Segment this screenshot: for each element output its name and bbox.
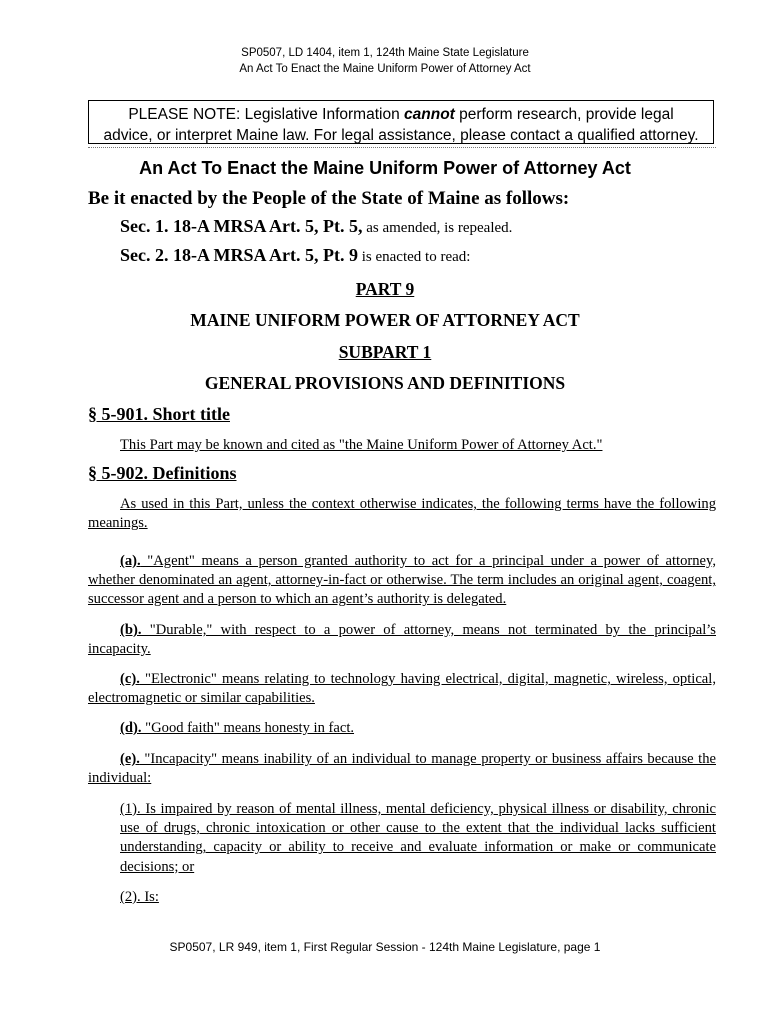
definition-e-1: (1). Is impaired by reason of mental illness, mental deficiency, physical illness or disability, chronic use of drugs, chronic intoxication or other cause to the extent that the individual lacks sufficient understanding, capacity or ability to receive and evaluate information or make or communicate decisions; or [120,801,716,875]
definitions-intro-text: As used in this Part, unless the context otherwise indicates, the following terms have the following meanings. [88,496,716,532]
definitions-intro [88,495,716,533]
definition-b [88,621,716,659]
header-line-2: An Act To Enact the Maine Uniform Power of Attorney Act [239,63,531,75]
definition-a-label: (a). [120,553,141,569]
notice-line-1 [89,104,713,125]
notice-emphasis: cannot [404,106,455,123]
notice-divider [88,147,716,148]
section-5-901-heading: § 5-901. Short title [88,404,230,424]
page-footer: SP0507, LR 949, item 1, First Regular Session - 124th Maine Legislature, page 1 [169,940,601,954]
definition-b-text: "Durable," with respect to a power of attorney, means not terminated by the principal’s incapacity. [88,622,716,658]
section-2-text: is enacted to read: [357,249,471,265]
subpart-heading: SUBPART 1 [338,342,432,362]
header-line-1: SP0507, LD 1404, item 1, 124th Maine State Legislature [241,47,529,59]
notice-prefix: PLEASE NOTE: Legislative Information [128,106,405,123]
definition-a [88,552,716,610]
section-1-label: Sec. 1. 18-A MRSA Art. 5, Pt. 5, [120,216,363,236]
document-header [0,45,770,77]
enacting-clause: Be it enacted by the People of the State of Maine as follows: [88,188,570,209]
notice-suffix: perform research, provide legal [454,106,674,123]
subpart-title: GENERAL PROVISIONS AND DEFINITIONS [204,373,566,393]
notice-line-2: advice, or interpret Maine law. For legal assistance, please contact a qualified attorney. [103,127,699,144]
section-5-902-heading: § 5-902. Definitions [88,463,237,483]
definition-e-label: (e). [120,751,140,767]
section-2-label: Sec. 2. 18-A MRSA Art. 5, Pt. 9 [120,245,358,265]
act-heading: MAINE UNIFORM POWER OF ATTORNEY ACT [190,310,580,330]
definition-e-2: (2). Is: [120,889,159,905]
definition-a-text: "Agent" means a person granted authority to act for a principal under a power of attorney, whether denominated an agent, attorney-in-fact or otherwise. The term includes an original agent, coagent, successor agent and a person to which an agent’s authority is delegated. [88,553,716,608]
section-1-text: as amended, is repealed. [362,220,513,236]
section-5-901-text: This Part may be known and cited as "the Maine Uniform Power of Attorney Act." [120,437,603,453]
definition-c-text: "Electronic" means relating to technology having electrical, digital, magnetic, wireless, optical, electromagnetic or similar capabilities. [88,671,716,707]
legal-notice-box [88,100,714,144]
section-2 [120,245,470,266]
definition-d-label: (d). [120,720,142,736]
definition-e-text: "Incapacity" means inability of an individual to manage property or business affairs because the individual: [88,751,716,787]
definition-c [88,670,716,708]
definition-b-label: (b). [120,622,142,638]
definition-d-text: "Good faith" means honesty in fact. [141,720,355,736]
act-title: An Act To Enact the Maine Uniform Power of Attorney Act [139,158,631,178]
section-1 [120,216,512,237]
definition-c-label: (c). [120,671,140,687]
definition-d [88,719,716,738]
part-heading: PART 9 [355,279,415,299]
definition-e [88,750,716,788]
